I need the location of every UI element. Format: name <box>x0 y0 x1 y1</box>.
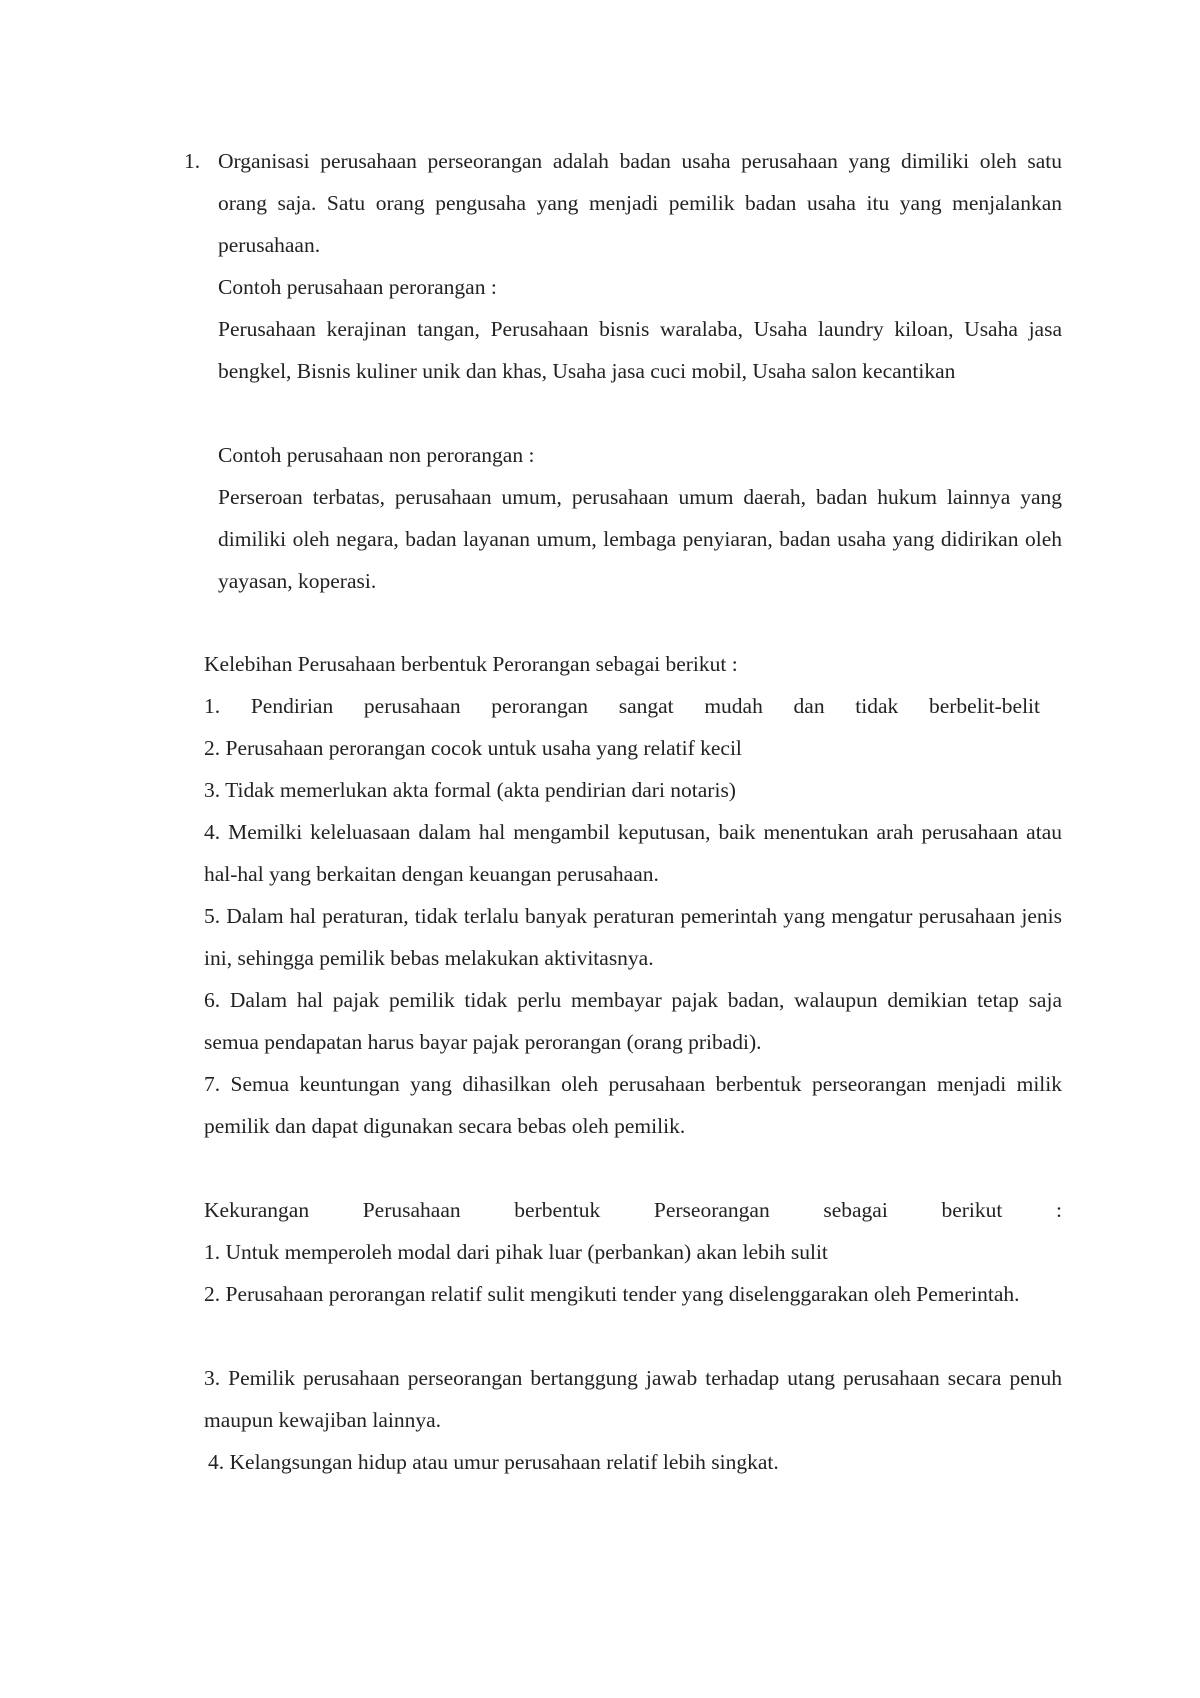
list-item: 3. Pemilik perusahaan perseorangan bertanggung jawab terhadap utang perusahaan secara penuh maupun kewajiban lainnya. <box>204 1366 1062 1432</box>
list-item: 1. Untuk memperoleh modal dari pihak luar (perbankan) akan lebih sulit <box>204 1240 828 1264</box>
list-item: 6. Dalam hal pajak pemilik tidak perlu membayar pajak badan, walaupun demikian tetap saja semua pendapatan harus bayar pajak perorangan (orang pribadi). <box>204 988 1062 1054</box>
list-number: 1. <box>184 149 201 173</box>
examples-paragraph: Perusahaan kerajinan tangan, Perusahaan bisnis waralaba, Usaha laundry kiloan, Usaha jasa bengkel, Bisnis kuliner unik dan khas, Usaha jasa cuci mobil, Usaha salon kecantikan <box>218 317 1062 383</box>
list-item: 2. Perusahaan perorangan relatif sulit mengikuti tender yang diselenggarakan oleh Pemerintah. <box>204 1282 1020 1306</box>
non-examples-heading: Contoh perusahaan non perorangan : <box>218 443 535 467</box>
list-item: 5. Dalam hal peraturan, tidak terlalu banyak peraturan pemerintah yang mengatur perusahaan jenis ini, sehingga pemilik bebas melakukan aktivitasnya. <box>204 904 1062 970</box>
non-examples-paragraph: Perseroan terbatas, perusahaan umum, perusahaan umum daerah, badan hukum lainnya yang dimiliki oleh negara, badan layanan umum, lembaga penyiaran, badan usaha yang didirikan oleh yayasan, koperasi. <box>218 485 1062 593</box>
list-item: 7. Semua keuntungan yang dihasilkan oleh perusahaan berbentuk perseorangan menjadi milik pemilik dan dapat digunakan secara bebas oleh pemilik. <box>204 1072 1062 1138</box>
disadvantages-heading: Kekurangan Perusahaan berbentuk Perseorangan sebagai berikut : <box>204 1198 1062 1222</box>
examples-heading: Contoh perusahaan perorangan : <box>218 275 497 299</box>
list-item: 4. Kelangsungan hidup atau umur perusahaan relatif lebih singkat. <box>208 1450 779 1474</box>
definition-paragraph: Organisasi perusahaan perseorangan adalah badan usaha perusahaan yang dimiliki oleh satu orang saja. Satu orang pengusaha yang menjadi pemilik badan usaha itu yang menjalankan perusahaan. <box>218 149 1062 257</box>
list-item: 4. Memilki keleluasaan dalam hal mengambil keputusan, baik menentukan arah perusahaan atau hal-hal yang berkaitan dengan keuangan perusahaan. <box>204 820 1062 886</box>
list-item: 2. Perusahaan perorangan cocok untuk usaha yang relatif kecil <box>204 736 742 760</box>
list-item: 1. Pendirian perusahaan perorangan sangat mudah dan tidak berbelit-belit <box>204 694 1040 718</box>
advantages-heading: Kelebihan Perusahaan berbentuk Perorangan sebagai berikut : <box>204 652 738 676</box>
list-item: 3. Tidak memerlukan akta formal (akta pendirian dari notaris) <box>204 778 736 802</box>
